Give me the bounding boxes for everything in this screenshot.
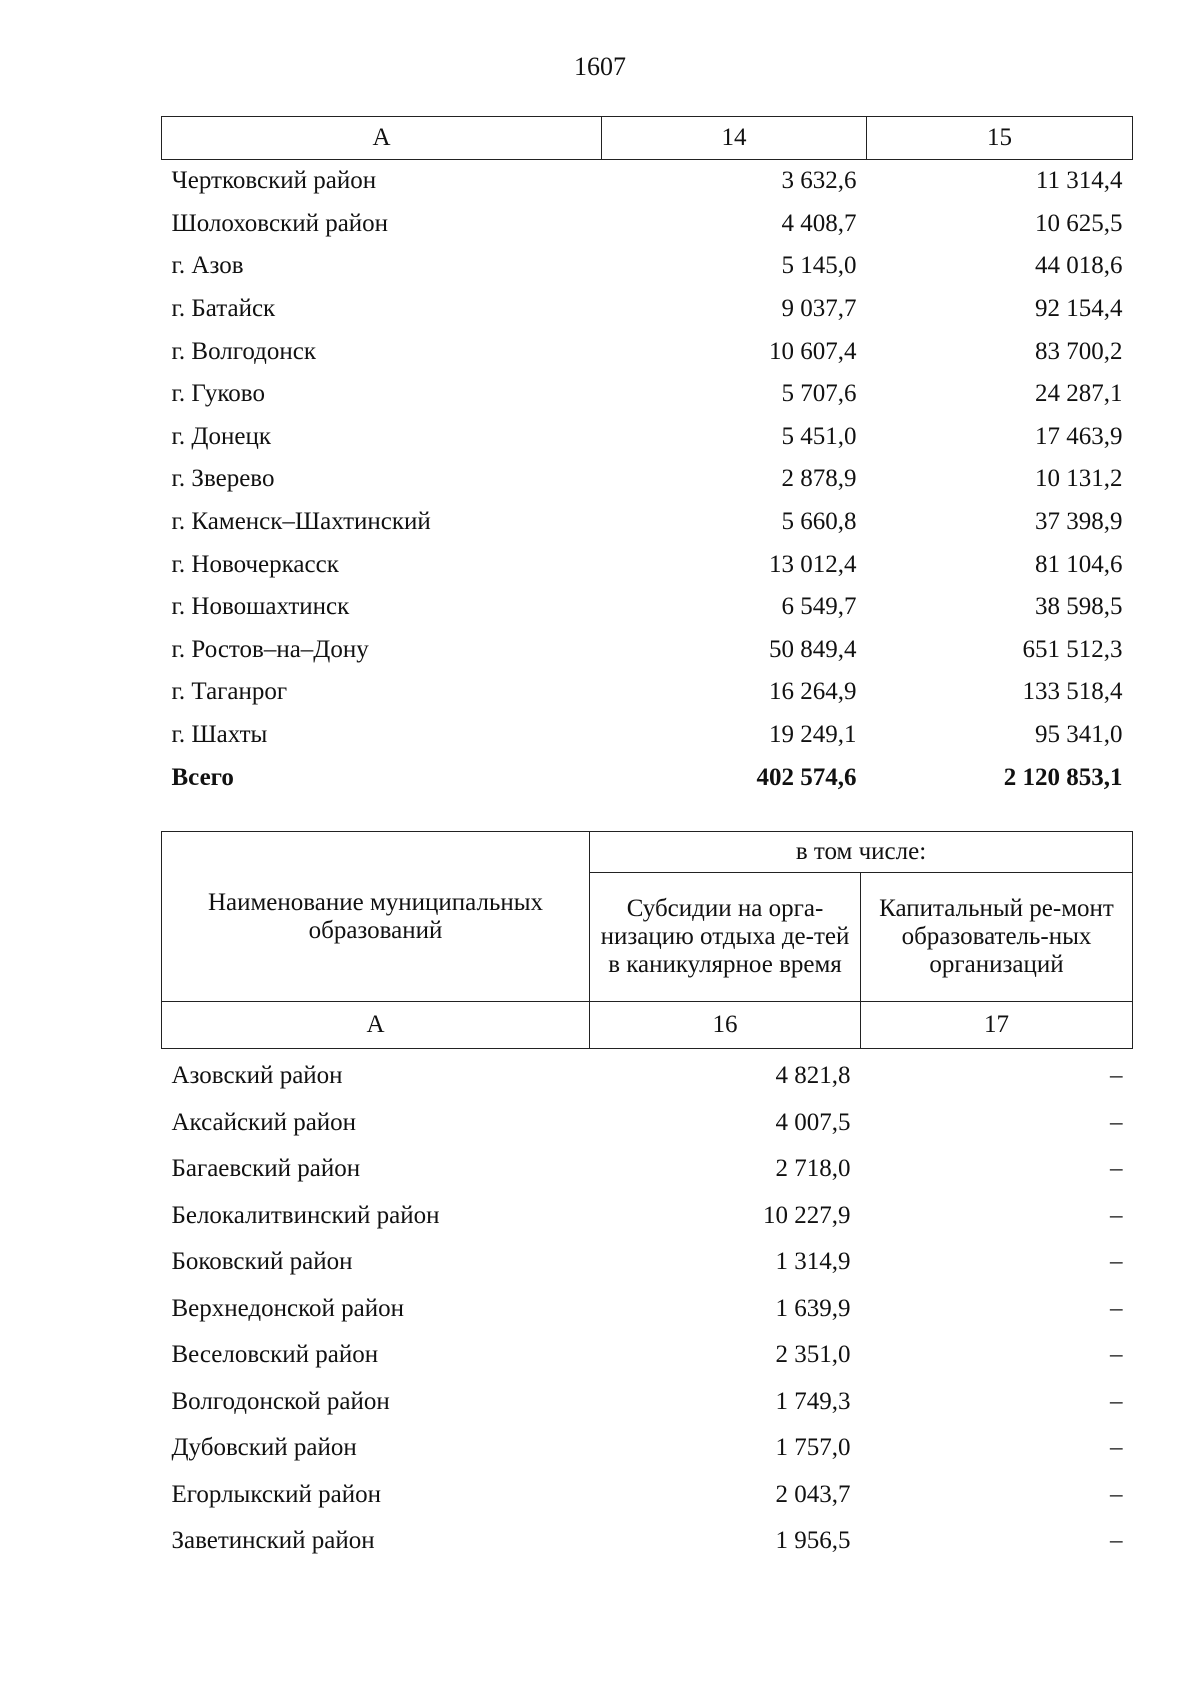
value-col-14: 9 037,7: [781, 295, 857, 323]
table-row: [162, 1049, 1133, 1100]
value-col-16: 1 956,5: [775, 1527, 851, 1555]
value-col-14: 5 660,8: [781, 508, 857, 536]
column-header-name: Наименование муниципальных образований: [162, 832, 590, 1002]
value-col-15: 10 625,5: [1035, 209, 1123, 237]
value-col-17: –: [1110, 1248, 1123, 1276]
column-code-a: А: [162, 1002, 590, 1049]
table-row: [162, 1100, 1133, 1147]
municipality-name: Дубовский район: [171, 1434, 357, 1462]
table-row: [162, 714, 1133, 757]
table-row: [162, 629, 1133, 672]
value-col-15: 11 314,4: [1035, 167, 1123, 195]
value-col-15: 38 598,5: [1035, 593, 1123, 621]
municipality-name: Чертковский район: [171, 167, 377, 195]
table-body: [162, 1049, 1133, 1565]
value-col-16: 2 718,0: [775, 1155, 851, 1183]
total-row: [162, 756, 1133, 799]
table-row: [162, 1146, 1133, 1193]
municipality-name: Багаевский район: [171, 1155, 361, 1183]
municipality-name: г. Волгодонск: [171, 337, 317, 365]
value-col-17: –: [1110, 1387, 1123, 1415]
value-col-14: 5 145,0: [781, 252, 857, 280]
municipality-name: г. Гуково: [171, 380, 265, 408]
municipality-name: Веселовский район: [171, 1341, 379, 1369]
column-header-14: 14: [602, 117, 867, 160]
value-col-17: –: [1110, 1062, 1123, 1090]
table-row: [162, 1425, 1133, 1472]
table-row: [162, 671, 1133, 714]
value-col-15: 24 287,1: [1035, 380, 1123, 408]
value-col-15: 17 463,9: [1035, 422, 1123, 450]
table-row: [162, 1518, 1133, 1565]
value-col-17: –: [1110, 1527, 1123, 1555]
value-col-17: –: [1110, 1434, 1123, 1462]
column-code-17: 17: [861, 1002, 1133, 1049]
value-col-16: 10 227,9: [763, 1201, 851, 1229]
table-row: [162, 203, 1133, 246]
value-col-14: 19 249,1: [769, 721, 857, 749]
table-row: [162, 416, 1133, 459]
value-col-14: 5 707,6: [781, 380, 857, 408]
table-row: [162, 501, 1133, 544]
municipality-name: г. Новочеркасск: [171, 550, 339, 578]
value-col-16: 4 821,8: [775, 1062, 851, 1090]
table-body: [162, 160, 1133, 799]
municipality-name: г. Батайск: [171, 295, 276, 323]
value-col-14: 4 408,7: [781, 209, 857, 237]
municipality-name: Волгодонской район: [171, 1387, 390, 1415]
column-code-16: 16: [590, 1002, 861, 1049]
value-col-15: 83 700,2: [1035, 337, 1123, 365]
municipality-name: г. Донецк: [171, 422, 271, 450]
table-subsidies: [161, 831, 1133, 1565]
column-group-header: в том числе:: [590, 832, 1133, 873]
table-continuation: [161, 116, 1133, 799]
table-row: [162, 1239, 1133, 1286]
municipality-name: г. Ростов–на–Дону: [171, 635, 369, 663]
value-col-17: –: [1110, 1108, 1123, 1136]
value-col-15: 651 512,3: [1022, 635, 1123, 663]
total-col-15: 2 120 853,1: [1003, 763, 1123, 791]
table-code-row: [162, 1002, 1133, 1049]
municipality-name: Боковский район: [171, 1248, 353, 1276]
value-col-14: 50 849,4: [769, 635, 857, 663]
value-col-17: –: [1110, 1480, 1123, 1508]
value-col-15: 92 154,4: [1035, 295, 1123, 323]
column-header-a: А: [162, 117, 602, 160]
municipality-name: г. Таганрог: [171, 678, 288, 706]
table-header-row: [162, 117, 1133, 160]
municipality-name: Аксайский район: [171, 1108, 357, 1136]
value-col-16: 1 757,0: [775, 1434, 851, 1462]
municipality-name: Верхнедонской район: [171, 1294, 404, 1322]
municipality-name: г. Новошахтинск: [171, 593, 350, 621]
table-row: [162, 1332, 1133, 1379]
value-col-16: 1 314,9: [775, 1248, 851, 1276]
value-col-16: 1 749,3: [775, 1387, 851, 1415]
value-col-15: 95 341,0: [1035, 721, 1123, 749]
value-col-17: –: [1110, 1201, 1123, 1229]
total-col-14: 402 574,6: [756, 763, 857, 791]
value-col-15: 44 018,6: [1035, 252, 1123, 280]
municipality-name: Шолоховский район: [171, 209, 389, 237]
municipality-name: г. Каменск–Шахтинский: [171, 508, 431, 536]
table-row: [162, 1379, 1133, 1426]
value-col-14: 10 607,4: [769, 337, 857, 365]
value-col-14: 6 549,7: [781, 593, 857, 621]
value-col-17: –: [1110, 1294, 1123, 1322]
municipality-name: Азовский район: [171, 1062, 343, 1090]
municipality-name: г. Азов: [171, 252, 244, 280]
value-col-16: 2 043,7: [775, 1480, 851, 1508]
value-col-15: 10 131,2: [1035, 465, 1123, 493]
value-col-15: 133 518,4: [1022, 678, 1123, 706]
value-col-15: 37 398,9: [1035, 508, 1123, 536]
table-row: [162, 1472, 1133, 1519]
table-row: [162, 1286, 1133, 1333]
table-row: [162, 330, 1133, 373]
value-col-14: 2 878,9: [781, 465, 857, 493]
total-label: Всего: [171, 763, 234, 791]
table-row: [162, 1193, 1133, 1240]
table-row: [162, 458, 1133, 501]
table-header-row: [162, 832, 1133, 873]
value-col-14: 16 264,9: [769, 678, 857, 706]
column-header-16: Субсидии на орга-низацию отдыха де-тей в каникулярное время: [590, 873, 861, 1002]
table-row: [162, 586, 1133, 629]
value-col-16: 2 351,0: [775, 1341, 851, 1369]
value-col-17: –: [1110, 1341, 1123, 1369]
value-col-14: 5 451,0: [781, 422, 857, 450]
table-row: [162, 160, 1133, 203]
municipality-name: г. Зверево: [171, 465, 275, 493]
column-header-17: Капитальный ре-монт образователь-ных организаций: [861, 873, 1133, 1002]
table-row: [162, 373, 1133, 416]
value-col-17: –: [1110, 1155, 1123, 1183]
value-col-16: 4 007,5: [775, 1108, 851, 1136]
value-col-14: 3 632,6: [781, 167, 857, 195]
table-row: [162, 288, 1133, 331]
municipality-name: Егорлыкский район: [171, 1480, 381, 1508]
value-col-16: 1 639,9: [775, 1294, 851, 1322]
column-header-15: 15: [867, 117, 1133, 160]
page-number: 1607: [574, 52, 626, 81]
value-col-15: 81 104,6: [1035, 550, 1123, 578]
value-col-14: 13 012,4: [769, 550, 857, 578]
table-row: [162, 543, 1133, 586]
table-row: [162, 245, 1133, 288]
municipality-name: г. Шахты: [171, 721, 268, 749]
municipality-name: Белокалитвинский район: [171, 1201, 440, 1229]
municipality-name: Заветинский район: [171, 1527, 375, 1555]
